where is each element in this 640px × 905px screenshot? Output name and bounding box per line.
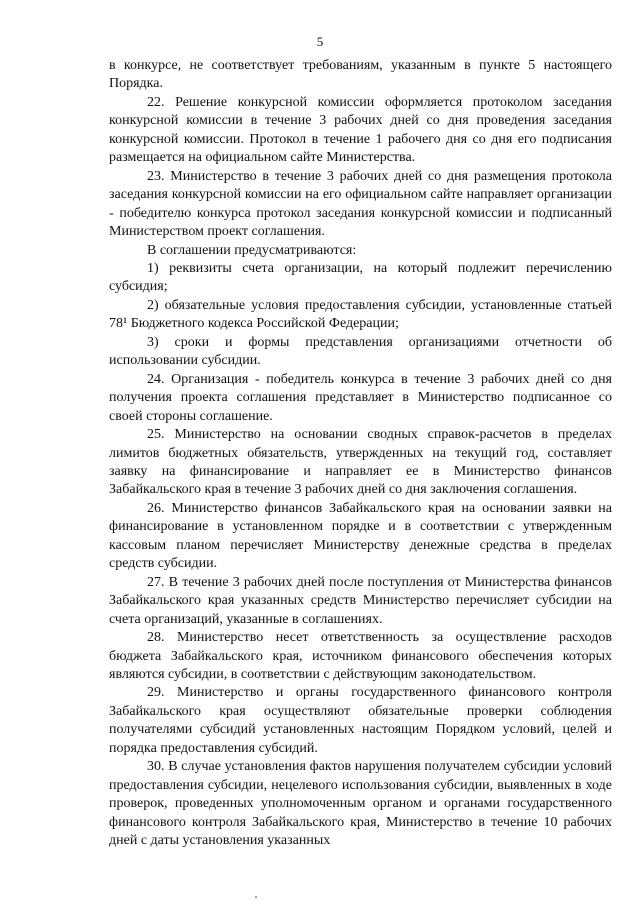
paragraph-22: 22. Решение конкурсной комиссии оформляется протоколом заседания конкурсной комиссии в течение 3 рабочих дней со дня проведения заседания конкурсной комиссии. Протокол в течение 1 рабочего дня со дня его подписания размещается на официальном сайте Министерства. [109, 94, 612, 166]
document-body [109, 57, 612, 850]
paragraph-24: 24. Организация - победитель конкурса в течение 3 рабочих дней со дня получения проекта соглашения представляет в Министерство подписанное со своей стороны соглашение. [109, 371, 612, 424]
agreement-item-3: 3) сроки и формы представления организациями отчетности об использовании субсидии. [109, 334, 612, 369]
paragraph-26: 26. Министерство финансов Забайкальского края на основании заявки на финансирование в установленном порядке и в соответствии с утвержденным кассовым планом перечисляет Министерству денежные средства в пределах средств субсидии. [109, 500, 612, 572]
paragraph-25: 25. Министерство на основании сводных справок-расчетов в пределах лимитов бюджетных обязательств, утвержденных на текущий год, составляет заявку на финансирование и направляет ее в Министерство финансов Забайкальского края в течение 3 рабочих дней со дня заключения соглашения. [109, 427, 612, 498]
paragraph-continuation: в конкурсе, не соответствует требованиям, указанным в пункте 5 настоящего Порядка. [109, 58, 612, 92]
agreement-intro: В соглашении предусматриваются: [147, 242, 357, 258]
paragraph-29: 29. Министерство и органы государственного финансового контроля Забайкальского края осуществляют обязательные проверки соблюдения получателями субсидий установленных настоящим Порядком условий, целей и порядка предоставления субсидий. [109, 685, 612, 756]
agreement-item-1: 1) реквизиты счета организации, на который подлежит перечислению субсидия; [109, 260, 612, 295]
page-number: 5 [316, 34, 324, 49]
paragraph-30: 30. В случае установления фактов нарушения получателем субсидии условий предоставления субсидии, нецелевого использования субсидии, выявленных в ходе проверок, проведенных уполномоченным органом и органами государственного финансового контроля Забайкальского края, Министерство в течение 10 рабочих дней с даты установления указанных [109, 759, 612, 849]
paragraph-28: 28. Министерство несет ответственность за осуществление расходов бюджета Забайкальского края, источником финансового обеспечения которых являются субсидии, в соответствии с действующим законодательством. [109, 630, 612, 682]
paragraph-23: 23. Министерство в течение 3 рабочих дней со дня размещения протокола заседания конкурсной комиссии на его официальном сайте направляет организации - победителю конкурса протокол заседания конкурсной комиссии и подписанный Министерством проект соглашения. [109, 168, 612, 240]
scan-speck [255, 896, 257, 898]
paragraph-27: 27. В течение 3 рабочих дней после поступления от Министерства финансов Забайкальского края указанных средств Министерство перечисляет субсидии на счета организаций, указанные в соглашениях. [109, 574, 612, 627]
agreement-item-2: 2) обязательные условия предоставления субсидии, установленные статьей 78¹ Бюджетного кодекса Российской Федерации; [109, 297, 612, 332]
